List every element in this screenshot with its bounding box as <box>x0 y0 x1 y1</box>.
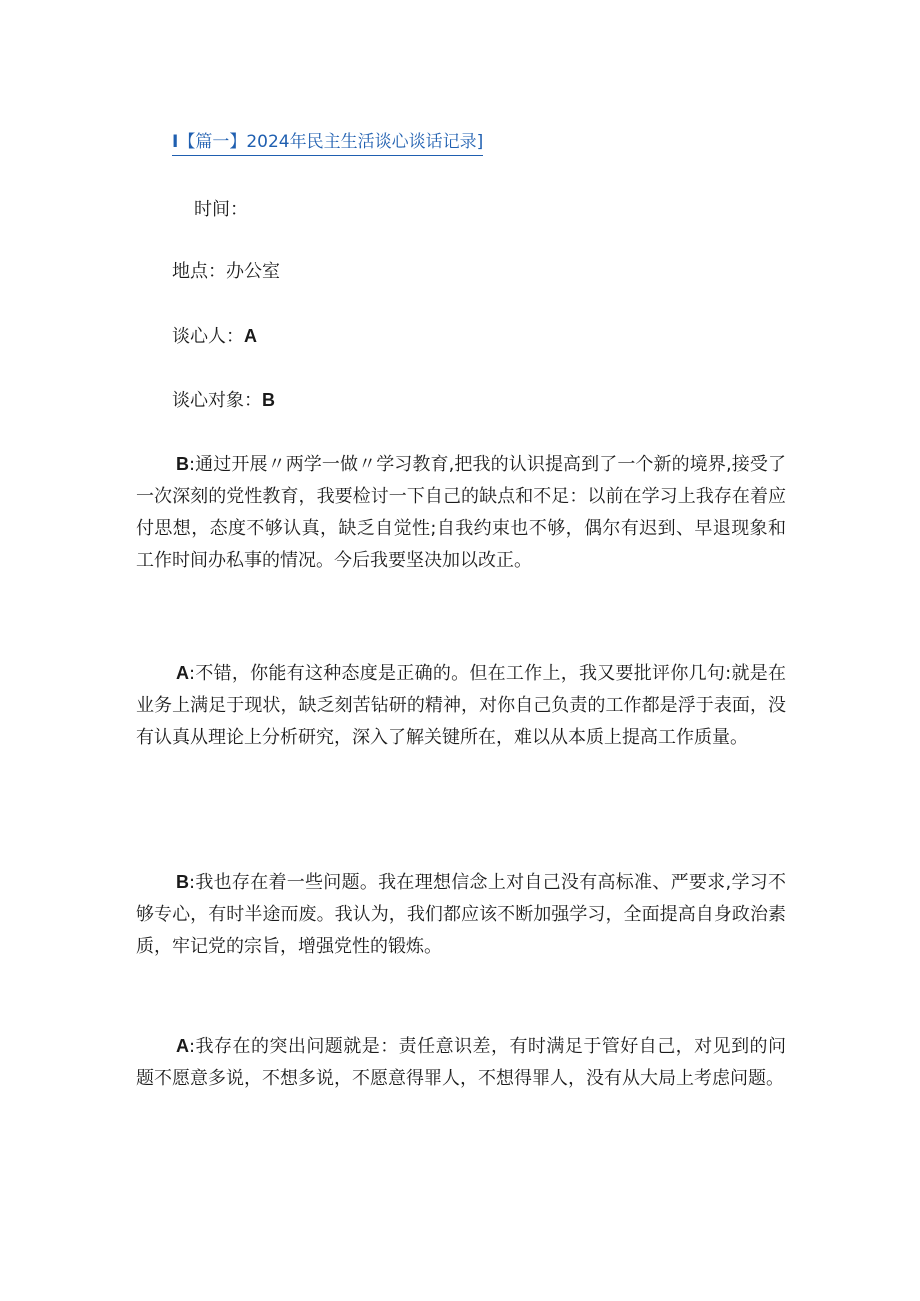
speaker-separator: : <box>189 663 196 684</box>
speaker-label: A <box>176 1036 189 1056</box>
speaker-label: B <box>176 454 189 474</box>
meta-time <box>194 196 248 223</box>
speaker-label: A <box>176 663 189 683</box>
title-tail-mark: ] <box>476 132 484 152</box>
dialogue-paragraph <box>136 448 786 577</box>
meta-speaker <box>172 323 257 350</box>
title-bar-mark: I <box>172 132 179 152</box>
speaker-separator: : <box>189 1036 196 1057</box>
meta-target-label: 谈心对象： <box>172 390 262 411</box>
document-title <box>172 130 483 156</box>
meta-speaker-value: A <box>244 326 257 346</box>
dialogue-paragraph <box>136 1030 786 1095</box>
speaker-separator: : <box>189 454 196 475</box>
meta-location-label: 地点： <box>172 261 226 282</box>
paragraph-text: 不错，你能有这种态度是正确的。但在工作上，我又要批评你几句:就是在业务上满足于现状，缺乏刻苦钻研的精神，对你自己负责的工作都是浮于表面，没有认真从理论上分析研究，深入了解关键所在，难以从本质上提高工作质量。 <box>136 663 786 748</box>
speaker-separator: : <box>189 872 196 893</box>
paragraph-text: 通过开展〃两学一做〃学习教育,把我的认识提高到了一个新的境界,接受了一次深刻的党性教育，我要检讨一下自己的缺点和不足：以前在学习上我存在着应付思想，态度不够认真，缺乏自觉性;自我约束也不够，偶尔有迟到、早退现象和工作时间办私事的情况。今后我要坚决加以改正。 <box>136 454 786 571</box>
speaker-label: B <box>176 872 189 892</box>
meta-target-value: B <box>262 390 275 410</box>
meta-location <box>172 259 280 285</box>
title-text: 【篇一】2024年民主生活谈心谈话记录 <box>178 132 477 152</box>
paragraph-text: 我也存在着一些问题。我在理想信念上对自己没有高标准、严要求,学习不够专心，有时半途而废。我认为，我们都应该不断加强学习，全面提高自身政治素质，牢记党的宗旨，增强党性的锻炼。 <box>136 872 786 957</box>
paragraph-text: 我存在的突出问题就是：责任意识差，有时满足于管好自己，对见到的问题不愿意多说，不想多说，不愿意得罪人，不想得罪人，没有从大局上考虑问题。 <box>136 1036 786 1089</box>
meta-location-value: 办公室 <box>226 261 280 282</box>
meta-target <box>172 387 275 414</box>
meta-time-label: 时间： <box>194 199 248 220</box>
dialogue-paragraph <box>136 866 786 963</box>
dialogue-paragraph <box>136 657 786 754</box>
meta-speaker-label: 谈心人： <box>172 326 244 347</box>
